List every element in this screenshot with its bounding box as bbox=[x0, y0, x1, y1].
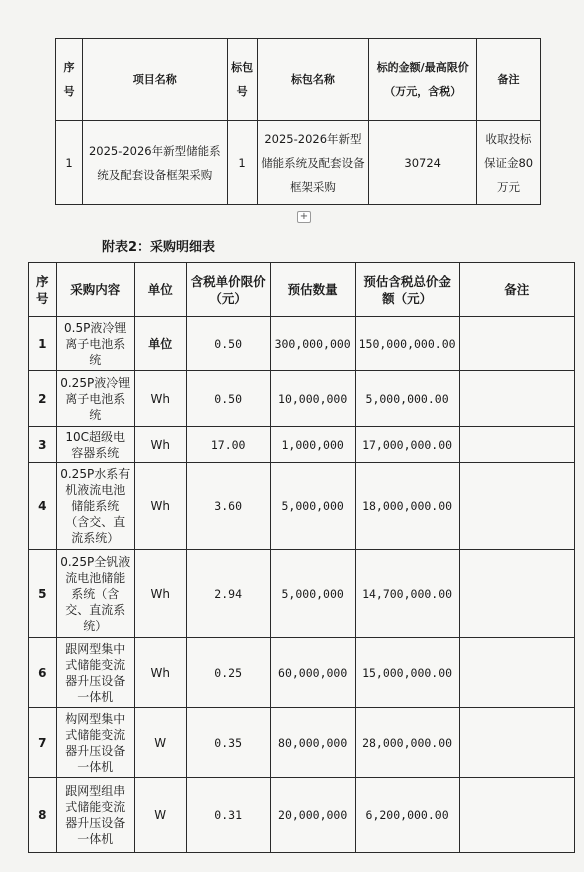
table-cell: 5,000,000 bbox=[270, 550, 355, 638]
table-cell: 10C超级电容器系统 bbox=[56, 427, 134, 463]
table-cell: 2025-2026年新型储能系统及配套设备框架采购 bbox=[257, 121, 369, 205]
table-cell: 17,000,000.00 bbox=[355, 427, 459, 463]
header-cell: 标包号 bbox=[227, 39, 257, 121]
table-cell: 0.25P全钒液流电池储能系统（含交、直流系统） bbox=[56, 550, 134, 638]
table-cell: 80,000,000 bbox=[270, 708, 355, 778]
table-cell: 6 bbox=[29, 638, 57, 708]
table-cell: 0.25P液冷锂离子电池系统 bbox=[56, 371, 134, 427]
header-cell: 采购内容 bbox=[56, 263, 134, 317]
table-cell bbox=[459, 427, 574, 463]
table-cell: 0.25 bbox=[186, 638, 270, 708]
table-cell: Wh bbox=[134, 463, 186, 550]
header-cell: 标包名称 bbox=[257, 39, 369, 121]
table-cell: 单位 bbox=[134, 317, 186, 371]
table-cell: 0.5P液冷锂离子电池系统 bbox=[56, 317, 134, 371]
table-row bbox=[29, 317, 575, 371]
table-cell: 5 bbox=[29, 550, 57, 638]
table-cell: 2 bbox=[29, 371, 57, 427]
table-cell: Wh bbox=[134, 371, 186, 427]
table-cell: 跟网型集中式储能变流器升压设备一体机 bbox=[56, 638, 134, 708]
section-title: 附表2：采购明细表 bbox=[102, 240, 216, 255]
table-cell: 18,000,000.00 bbox=[355, 463, 459, 550]
table-row bbox=[29, 371, 575, 427]
table-cell: 300,000,000 bbox=[270, 317, 355, 371]
table-cell: 14,700,000.00 bbox=[355, 550, 459, 638]
table-cell: 1 bbox=[56, 121, 83, 205]
table-cell: 15,000,000.00 bbox=[355, 638, 459, 708]
table-cell: 150,000,000.00 bbox=[355, 317, 459, 371]
table-cell: 0.50 bbox=[186, 371, 270, 427]
table-cell: 30724 bbox=[369, 121, 477, 205]
table-cell: 1 bbox=[29, 317, 57, 371]
table-cell: 8 bbox=[29, 778, 57, 853]
table-cell: 5,000,000.00 bbox=[355, 371, 459, 427]
header-cell: 单位 bbox=[134, 263, 186, 317]
table-cell: 2025-2026年新型储能系统及配套设备框架采购 bbox=[82, 121, 227, 205]
table-cell: 0.31 bbox=[186, 778, 270, 853]
header-cell: 序号 bbox=[29, 263, 57, 317]
table-cell: 6,200,000.00 bbox=[355, 778, 459, 853]
header-cell: 预估数量 bbox=[270, 263, 355, 317]
table-cell: 0.25P水系有机液流电池储能系统（含交、直流系统） bbox=[56, 463, 134, 550]
table-cell: 2.94 bbox=[186, 550, 270, 638]
table-row bbox=[29, 638, 575, 708]
table-cell: 5,000,000 bbox=[270, 463, 355, 550]
project-table bbox=[55, 38, 541, 205]
table-cell: 1,000,000 bbox=[270, 427, 355, 463]
header-cell: 序号 bbox=[56, 39, 83, 121]
table-cell: Wh bbox=[134, 638, 186, 708]
table-cell bbox=[459, 638, 574, 708]
table-cell: 17.00 bbox=[186, 427, 270, 463]
procurement-detail-table bbox=[28, 262, 575, 853]
table-row bbox=[29, 550, 575, 638]
table-cell: W bbox=[134, 708, 186, 778]
table-cell: 0.35 bbox=[186, 708, 270, 778]
table-row bbox=[56, 121, 541, 205]
table-cell bbox=[459, 463, 574, 550]
table-cell: Wh bbox=[134, 550, 186, 638]
table-cell: 7 bbox=[29, 708, 57, 778]
table-row bbox=[29, 778, 575, 853]
table-cell bbox=[459, 371, 574, 427]
table-cell: 3.60 bbox=[186, 463, 270, 550]
table-header-row bbox=[56, 39, 541, 121]
header-cell: 含税单价限价（元） bbox=[186, 263, 270, 317]
table-cell: 60,000,000 bbox=[270, 638, 355, 708]
table-cell bbox=[459, 778, 574, 853]
table-cell: 构网型集中式储能变流器升压设备一体机 bbox=[56, 708, 134, 778]
table-cell: 收取投标保证金80万元 bbox=[477, 121, 541, 205]
expand-icon[interactable]: + bbox=[297, 211, 311, 223]
header-cell: 项目名称 bbox=[82, 39, 227, 121]
header-cell: 预估含税总价金额（元） bbox=[355, 263, 459, 317]
table-cell: 跟网型组串式储能变流器升压设备一体机 bbox=[56, 778, 134, 853]
table-row bbox=[29, 427, 575, 463]
table-cell: 10,000,000 bbox=[270, 371, 355, 427]
table-cell: W bbox=[134, 778, 186, 853]
table-cell: 3 bbox=[29, 427, 57, 463]
table-row bbox=[29, 708, 575, 778]
table-cell: 20,000,000 bbox=[270, 778, 355, 853]
table-header-row bbox=[29, 263, 575, 317]
table-cell bbox=[459, 708, 574, 778]
table-cell: 4 bbox=[29, 463, 57, 550]
table-cell: 28,000,000.00 bbox=[355, 708, 459, 778]
header-cell: 标的金额/最高限价（万元，含税） bbox=[369, 39, 477, 121]
table-cell: 0.50 bbox=[186, 317, 270, 371]
header-cell: 备注 bbox=[477, 39, 541, 121]
table-cell: Wh bbox=[134, 427, 186, 463]
header-cell: 备注 bbox=[459, 263, 574, 317]
table-row bbox=[29, 463, 575, 550]
table-cell bbox=[459, 550, 574, 638]
table-cell bbox=[459, 317, 574, 371]
table-cell: 1 bbox=[227, 121, 257, 205]
